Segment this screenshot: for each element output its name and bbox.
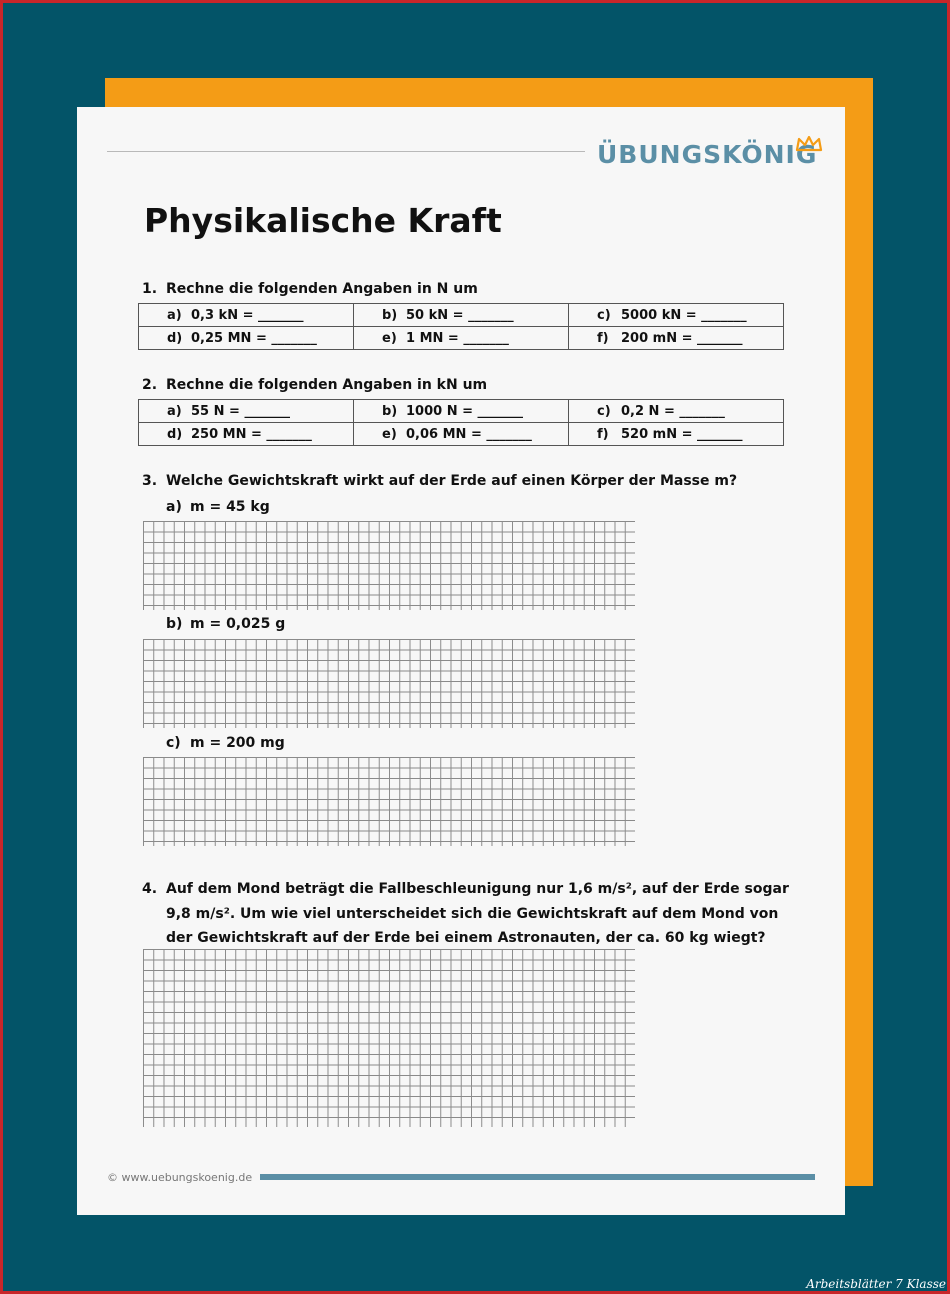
- task3-part-a: [166, 499, 270, 515]
- task1-table: [138, 303, 784, 350]
- exercise-label: f): [597, 330, 609, 346]
- task2-heading: [142, 377, 487, 393]
- part-text: m = 45 kg: [190, 499, 270, 515]
- exercise-label: b): [382, 307, 398, 323]
- task3-part-b: [166, 616, 285, 632]
- part-text: m = 0,025 g: [190, 616, 286, 632]
- exercise-label: a): [167, 403, 182, 419]
- exercise-label: a): [167, 307, 182, 323]
- answer-grid-b: [143, 639, 635, 728]
- exercise-label: f): [597, 426, 609, 442]
- task2-number: 2.: [142, 377, 158, 393]
- part-label: a): [166, 499, 182, 515]
- exercise-text: 1000 N = _______: [406, 403, 524, 419]
- task1-text: Rechne die folgenden Angaben in N um: [166, 281, 478, 297]
- task3-part-c: [166, 735, 285, 751]
- part-label: b): [166, 616, 183, 632]
- table-row: [139, 423, 784, 446]
- exercise-label: c): [597, 403, 611, 419]
- exercise-cell: [139, 327, 354, 350]
- task3-heading: [142, 473, 737, 489]
- exercise-text: 55 N = _______: [191, 403, 290, 419]
- table-row: [139, 327, 784, 350]
- task2-text: Rechne die folgenden Angaben in kN um: [166, 377, 488, 393]
- image-caption: Arbeitsblätter 7 Klasse: [806, 1277, 946, 1291]
- exercise-text: 5000 kN = _______: [621, 307, 747, 323]
- exercise-text: 0,06 MN = _______: [406, 426, 532, 442]
- exercise-label: e): [382, 330, 397, 346]
- task3-text: Welche Gewichtskraft wirkt auf der Erde auf einen Körper der Masse m?: [166, 473, 738, 489]
- exercise-text: 520 mN = _______: [621, 426, 743, 442]
- task2-table: [138, 399, 784, 446]
- exercise-text: 0,3 kN = _______: [191, 307, 304, 323]
- exercise-cell: [354, 423, 569, 446]
- crown-icon: [795, 136, 823, 152]
- exercise-label: d): [167, 330, 183, 346]
- footer-url: © www.uebungskoenig.de: [107, 1171, 253, 1184]
- part-text: m = 200 mg: [190, 735, 285, 751]
- page-title: Physikalische Kraft: [144, 201, 502, 240]
- exercise-cell: [139, 400, 354, 423]
- exercise-text: 50 kN = _______: [406, 307, 514, 323]
- footer-bar: [260, 1174, 815, 1180]
- exercise-cell: [569, 327, 784, 350]
- answer-grid-c: [143, 757, 635, 846]
- exercise-text: 250 MN = _______: [191, 426, 312, 442]
- brand-logo: ÜBUNGSKÖNIG: [597, 140, 818, 169]
- task4-heading: [142, 877, 792, 951]
- table-row: [139, 400, 784, 423]
- task4-text: Auf dem Mond beträgt die Fallbeschleunigung nur 1,6 m/s², auf der Erde sogar 9,8 m/s². Um wie viel unterscheidet sich die Gewichtskraft auf dem Mond von der Gewichtskraft auf der Erde bei einem Astronauten, der ca. 60 kg wiegt?: [166, 881, 789, 946]
- header-rule: [107, 151, 585, 152]
- answer-grid-task4: [143, 949, 635, 1127]
- exercise-cell: [569, 304, 784, 327]
- exercise-label: c): [597, 307, 611, 323]
- exercise-text: 200 mN = _______: [621, 330, 743, 346]
- exercise-text: 1 MN = _______: [406, 330, 509, 346]
- exercise-text: 0,2 N = _______: [621, 403, 725, 419]
- exercise-cell: [354, 304, 569, 327]
- task1-number: 1.: [142, 281, 158, 297]
- exercise-text: 0,25 MN = _______: [191, 330, 317, 346]
- table-row: [139, 304, 784, 327]
- answer-grid-a: [143, 521, 635, 610]
- exercise-cell: [354, 400, 569, 423]
- exercise-label: d): [167, 426, 183, 442]
- exercise-cell: [139, 423, 354, 446]
- exercise-cell: [569, 400, 784, 423]
- task1-heading: [142, 281, 478, 297]
- exercise-cell: [354, 327, 569, 350]
- worksheet: [77, 107, 845, 1215]
- task3-number: 3.: [142, 473, 158, 489]
- exercise-cell: [569, 423, 784, 446]
- part-label: c): [166, 735, 181, 751]
- exercise-label: b): [382, 403, 398, 419]
- task4-number: 4.: [142, 881, 158, 897]
- exercise-label: e): [382, 426, 397, 442]
- exercise-cell: [139, 304, 354, 327]
